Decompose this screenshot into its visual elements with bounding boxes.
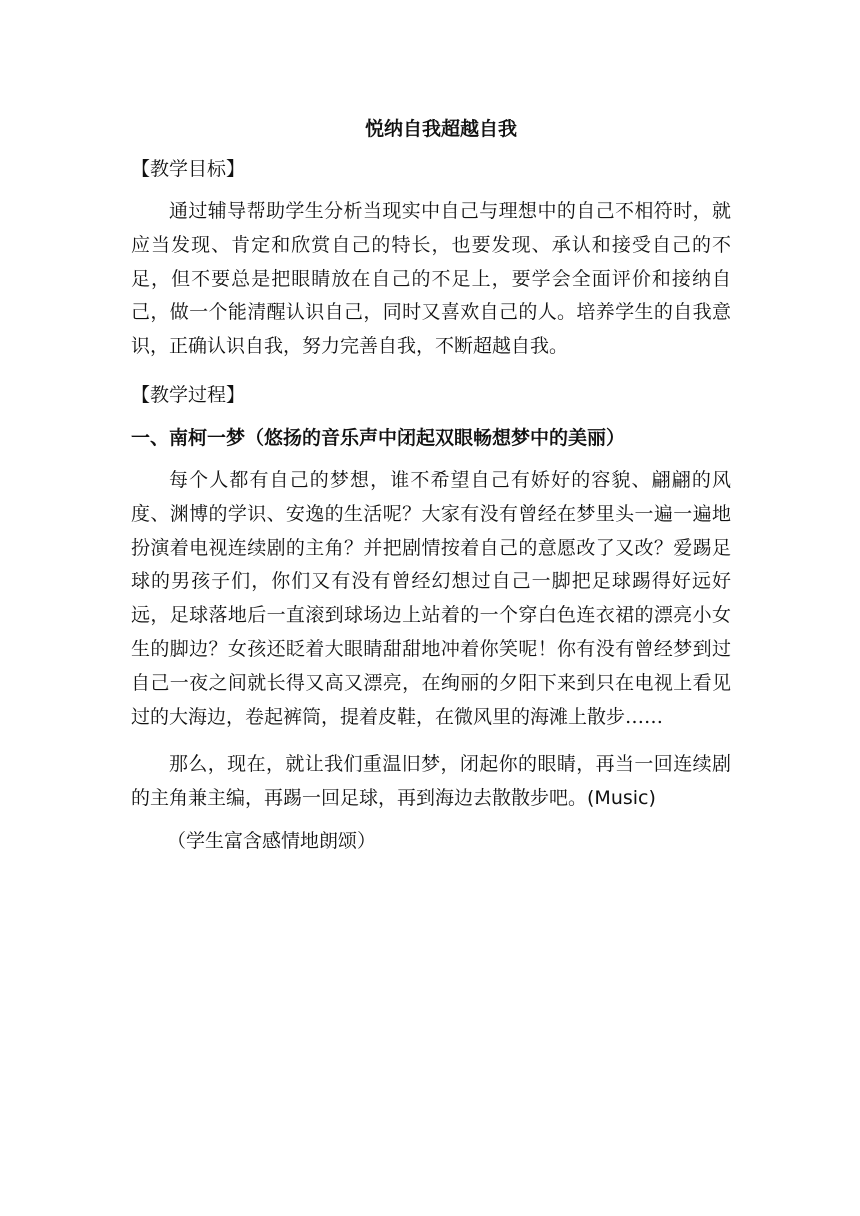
document-body [131, 112, 731, 858]
music-cue: (Music) [587, 787, 656, 810]
section-heading-teaching-process: 【教学过程】 [131, 383, 246, 406]
part-one-paragraph-2 [131, 748, 731, 816]
part-one-paragraph-1: 每个人都有自己的梦想，谁不希望自己有娇好的容貌、翩翩的风度、渊博的学识、安逸的生活呢？大家有没有曾经在梦里头一遍一遍地扮演着电视连续剧的主角？并把剧情按着自己的意愿改了又改？爱踢足球的男孩子们，你们又有没有曾经幻想过自己一脚把足球踢得好远好远，足球落地后一直滚到球场边上站着的一个穿白色连衣裙的漂亮小女生的脚边？女孩还眨着大眼睛甜甜地冲着你笑呢！你有没有曾经梦到过自己一夜之间就长得又高又漂亮，在绚丽的夕阳下来到只在电视上看见过的大海边，卷起裤筒，提着皮鞋，在微风里的海滩上散步…… [131, 468, 731, 728]
teaching-goals-paragraph: 通过辅导帮助学生分析当现实中自己与理想中的自己不相符时，就应当发现、肯定和欣赏自己的特长，也要发现、承认和接受自己的不足，但不要总是把眼睛放在自己的不足上，要学会全面评价和接纳自己，做一个能清醒认识自己，同时又喜欢自己的人。培养学生的自我意识，正确认识自我，努力完善自我，不断超越自我。 [131, 200, 731, 358]
part-one-heading: 一、南柯一梦（悠扬的音乐声中闭起双眼畅想梦中的美丽） [131, 426, 626, 449]
document-title: 悦纳自我超越自我 [364, 118, 517, 140]
part-one-paragraph-2-text: 那么，现在，就让我们重温旧梦，闭起你的眼睛，再当一回连续剧的主角兼主编，再踢一回足球，再到海边去散散步吧。 [131, 753, 731, 810]
section-heading-teaching-goals: 【教学目标】 [131, 158, 246, 180]
student-reading-note: （学生富含感情地朗颂） [167, 829, 377, 852]
